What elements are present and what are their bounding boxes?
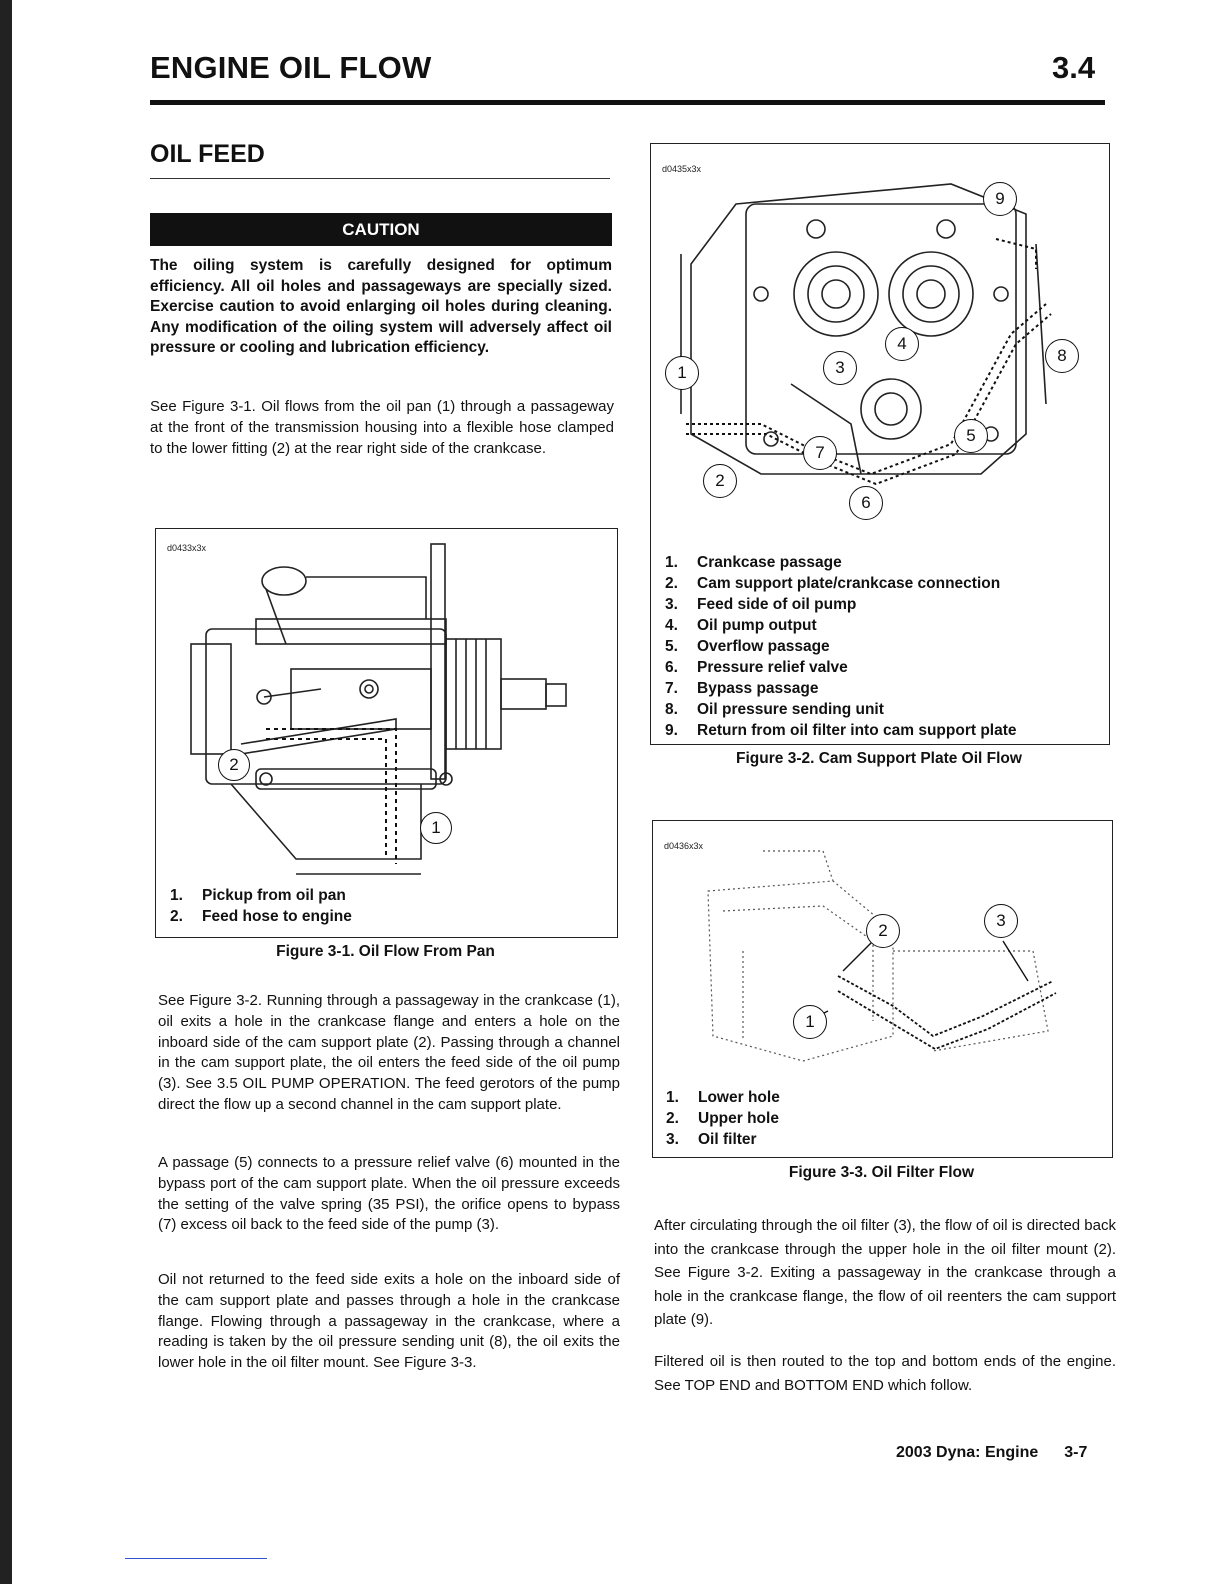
figure-3-1-illustration <box>156 529 617 884</box>
paragraph-pressure-relief: A passage (5) connects to a pressure relief valve (6) mounted in the bypass port of the cam support plate. When the oil pressure exceeds the setting of the valve spring (35 PSI), the orifice opens to bypass (7) excess oil back to the feed side of the pump (3). <box>158 1154 620 1234</box>
caution-text: The oiling system is carefully designed for optimum efficiency. All oil holes and passageways are specially sized. Exercise caution to avoid enlarging oil holes during cleaning. Any modification of the oiling system will adversely affect oil pressure or cooling and lubrication efficiency. <box>150 257 612 356</box>
section-rule <box>150 178 610 179</box>
figure-3-1-id: d0433x3x <box>167 543 207 553</box>
page-number: 3-7 <box>1064 1444 1088 1461</box>
paragraph-crankcase-passage: See Figure 3-2. Running through a passageway in the crankcase (1), oil exits a hole in the crankcase flange and enters a hole on the inboard side of the cam support plate (2). Passing through a channel in the cam support plate, the oil enters the feed side of the oil pump (3). See 3.5 OIL PUMP OPERATION. The feed gerotors of the pump direct the flow up a second channel in the cam support plate. <box>158 992 620 1113</box>
figure-3-2-callout: 5 <box>954 419 988 453</box>
figure-3-3-caption: Figure 3-3. Oil Filter Flow <box>788 1164 975 1181</box>
page-title: ENGINE OIL FLOW <box>150 50 432 85</box>
legend-item: 9. Return from oil filter into cam support plate <box>665 722 1017 739</box>
figure-3-2-callout: 2 <box>703 464 737 498</box>
legend-item: 3. Feed side of oil pump <box>665 596 857 613</box>
figure-3-2-callout: 9 <box>983 182 1017 216</box>
legend-item: 5. Overflow passage <box>665 638 830 655</box>
figure-3-1-caption: Figure 3-1. Oil Flow From Pan <box>276 943 495 960</box>
figure-3-2-id: d0435x3x <box>662 164 702 174</box>
figure-3-3-callout: 2 <box>866 914 900 948</box>
figure-3-1-legend <box>170 885 352 927</box>
scan-artifact-line <box>125 1558 267 1559</box>
figure-3-2-callout: 3 <box>823 351 857 385</box>
figure-3-2-box <box>650 143 1110 745</box>
figure-3-2-callout: 6 <box>849 486 883 520</box>
header-rule <box>150 100 1105 105</box>
figure-3-1-callout: 1 <box>420 812 452 844</box>
paragraph-filter-return: After circulating through the oil filter (3), the flow of oil is directed back into the crankcase through the upper hole in the oil filter mount (2). See Figure 3-2. Exiting a passageway in the crankcase through a hole in the crankcase flange, the flow of oil reenters the cam support plate (9). <box>654 1217 1116 1328</box>
figure-3-3-legend <box>666 1087 780 1150</box>
scan-binding-edge <box>0 0 12 1584</box>
section-number: 3.4 <box>1052 50 1096 85</box>
legend-item: 2. Upper hole <box>666 1110 779 1127</box>
figure-3-2-caption: Figure 3-2. Cam Support Plate Oil Flow <box>736 750 1022 767</box>
figure-3-3-callout: 1 <box>793 1005 827 1039</box>
legend-item: 8. Oil pressure sending unit <box>665 701 884 718</box>
legend-item: 4. Oil pump output <box>665 617 817 634</box>
paragraph-filtered-oil: Filtered oil is then routed to the top and bottom ends of the engine. See TOP END and BOTTOM END which follow. <box>654 1353 1116 1394</box>
paragraph-oil-exit: Oil not returned to the feed side exits a hole on the inboard side of the cam support plate and passes through a hole in the crankcase flange. Flowing through a passageway in the crankcase, where a reading is taken by the oil pressure sending unit (8), the oil exits the lower hole in the oil filter mount. See Figure 3-3. <box>158 1271 620 1372</box>
figure-3-3-id: d0436x3x <box>664 841 704 851</box>
legend-item: 3. Oil filter <box>666 1131 757 1148</box>
legend-item: 2. Cam support plate/crankcase connection <box>665 575 1001 592</box>
figure-3-2-callout: 7 <box>803 436 837 470</box>
figure-3-2-legend <box>665 552 1017 741</box>
legend-item: 7. Bypass passage <box>665 680 819 697</box>
caution-label: CAUTION <box>150 213 612 246</box>
figure-3-1-callout: 2 <box>218 749 250 781</box>
figure-3-3-callout: 3 <box>984 904 1018 938</box>
legend-item: 1. Pickup from oil pan <box>170 887 346 904</box>
legend-item: 1. Crankcase passage <box>665 554 842 571</box>
figure-3-2-callout: 1 <box>665 356 699 390</box>
figure-3-2-callout: 8 <box>1045 339 1079 373</box>
figure-3-3-box <box>652 820 1113 1158</box>
figure-3-1-box <box>155 528 618 938</box>
legend-item: 6. Pressure relief valve <box>665 659 848 676</box>
section-title: OIL FEED <box>150 140 265 168</box>
legend-item: 1. Lower hole <box>666 1089 780 1106</box>
paragraph-oil-pan: See Figure 3-1. Oil flows from the oil pan (1) through a passageway at the front of the transmission housing into a flexible hose clamped to the lower fitting (2) at the rear right side of the crankcase. <box>150 398 614 457</box>
legend-item: 2. Feed hose to engine <box>170 908 352 925</box>
figure-3-2-callout: 4 <box>885 327 919 361</box>
page-footer <box>896 1444 1087 1462</box>
figure-3-3-illustration <box>653 821 1112 1086</box>
footer-title: 2003 Dyna: Engine <box>896 1444 1039 1461</box>
